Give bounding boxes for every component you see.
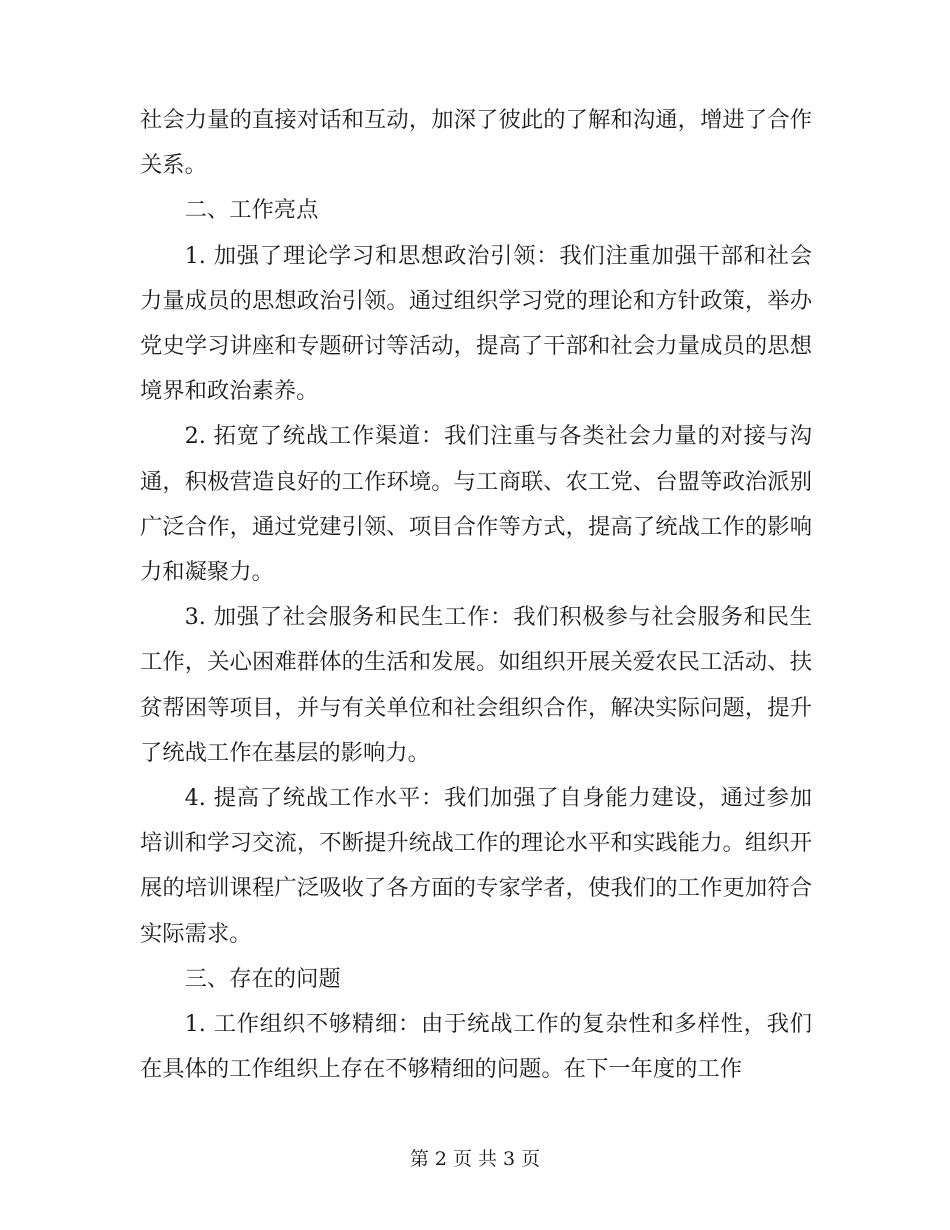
- paragraph-highlight-3: 3. 加强了社会服务和民生工作：我们积极参与社会服务和民生工作，关心困难群体的生活和发展。如组织开展关爱农民工活动、扶贫帮困等项目，并与有关单位和社会组织合作，解决实际问题，提升了统战工作在基层的影响力。: [140, 604, 812, 766]
- paragraph-problem-1: 1. 工作组织不够精细：由于统战工作的复杂性和多样性，我们在具体的工作组织上存在不够精细的问题。在下一年度的工作: [140, 1011, 812, 1083]
- paragraph-highlight-4: 4. 提高了统战工作水平：我们加强了自身能力建设，通过参加培训和学习交流，不断提升统战工作的理论水平和实践能力。组织开展的培训课程广泛吸收了各方面的专家学者，使我们的工作更加符合实际需求。: [140, 785, 812, 947]
- page-number-footer: 第 2 页 共 3 页: [409, 1148, 541, 1170]
- paragraph-continuation: 社会力量的直接对话和互动，加深了彼此的了解和沟通，增进了合作关系。: [140, 107, 812, 179]
- paragraph-highlight-1: 1. 加强了理论学习和思想政治引领：我们注重加强干部和社会力量成员的思想政治引领。通过组织学习党的理论和方针政策，举办党史学习讲座和专题研讨等活动，提高了干部和社会力量成员的思想境界和政治素养。: [140, 242, 812, 405]
- paragraph-highlight-2: 2. 拓宽了统战工作渠道：我们注重与各类社会力量的对接与沟通，积极营造良好的工作环境。与工商联、农工党、台盟等政治派别广泛合作，通过党建引领、项目合作等方式，提高了统战工作的影响力和凝聚力。: [140, 423, 812, 586]
- section-heading-problems: 三、存在的问题: [184, 965, 341, 992]
- section-heading-highlights: 二、工作亮点: [184, 197, 319, 224]
- document-body: [140, 98, 812, 1092]
